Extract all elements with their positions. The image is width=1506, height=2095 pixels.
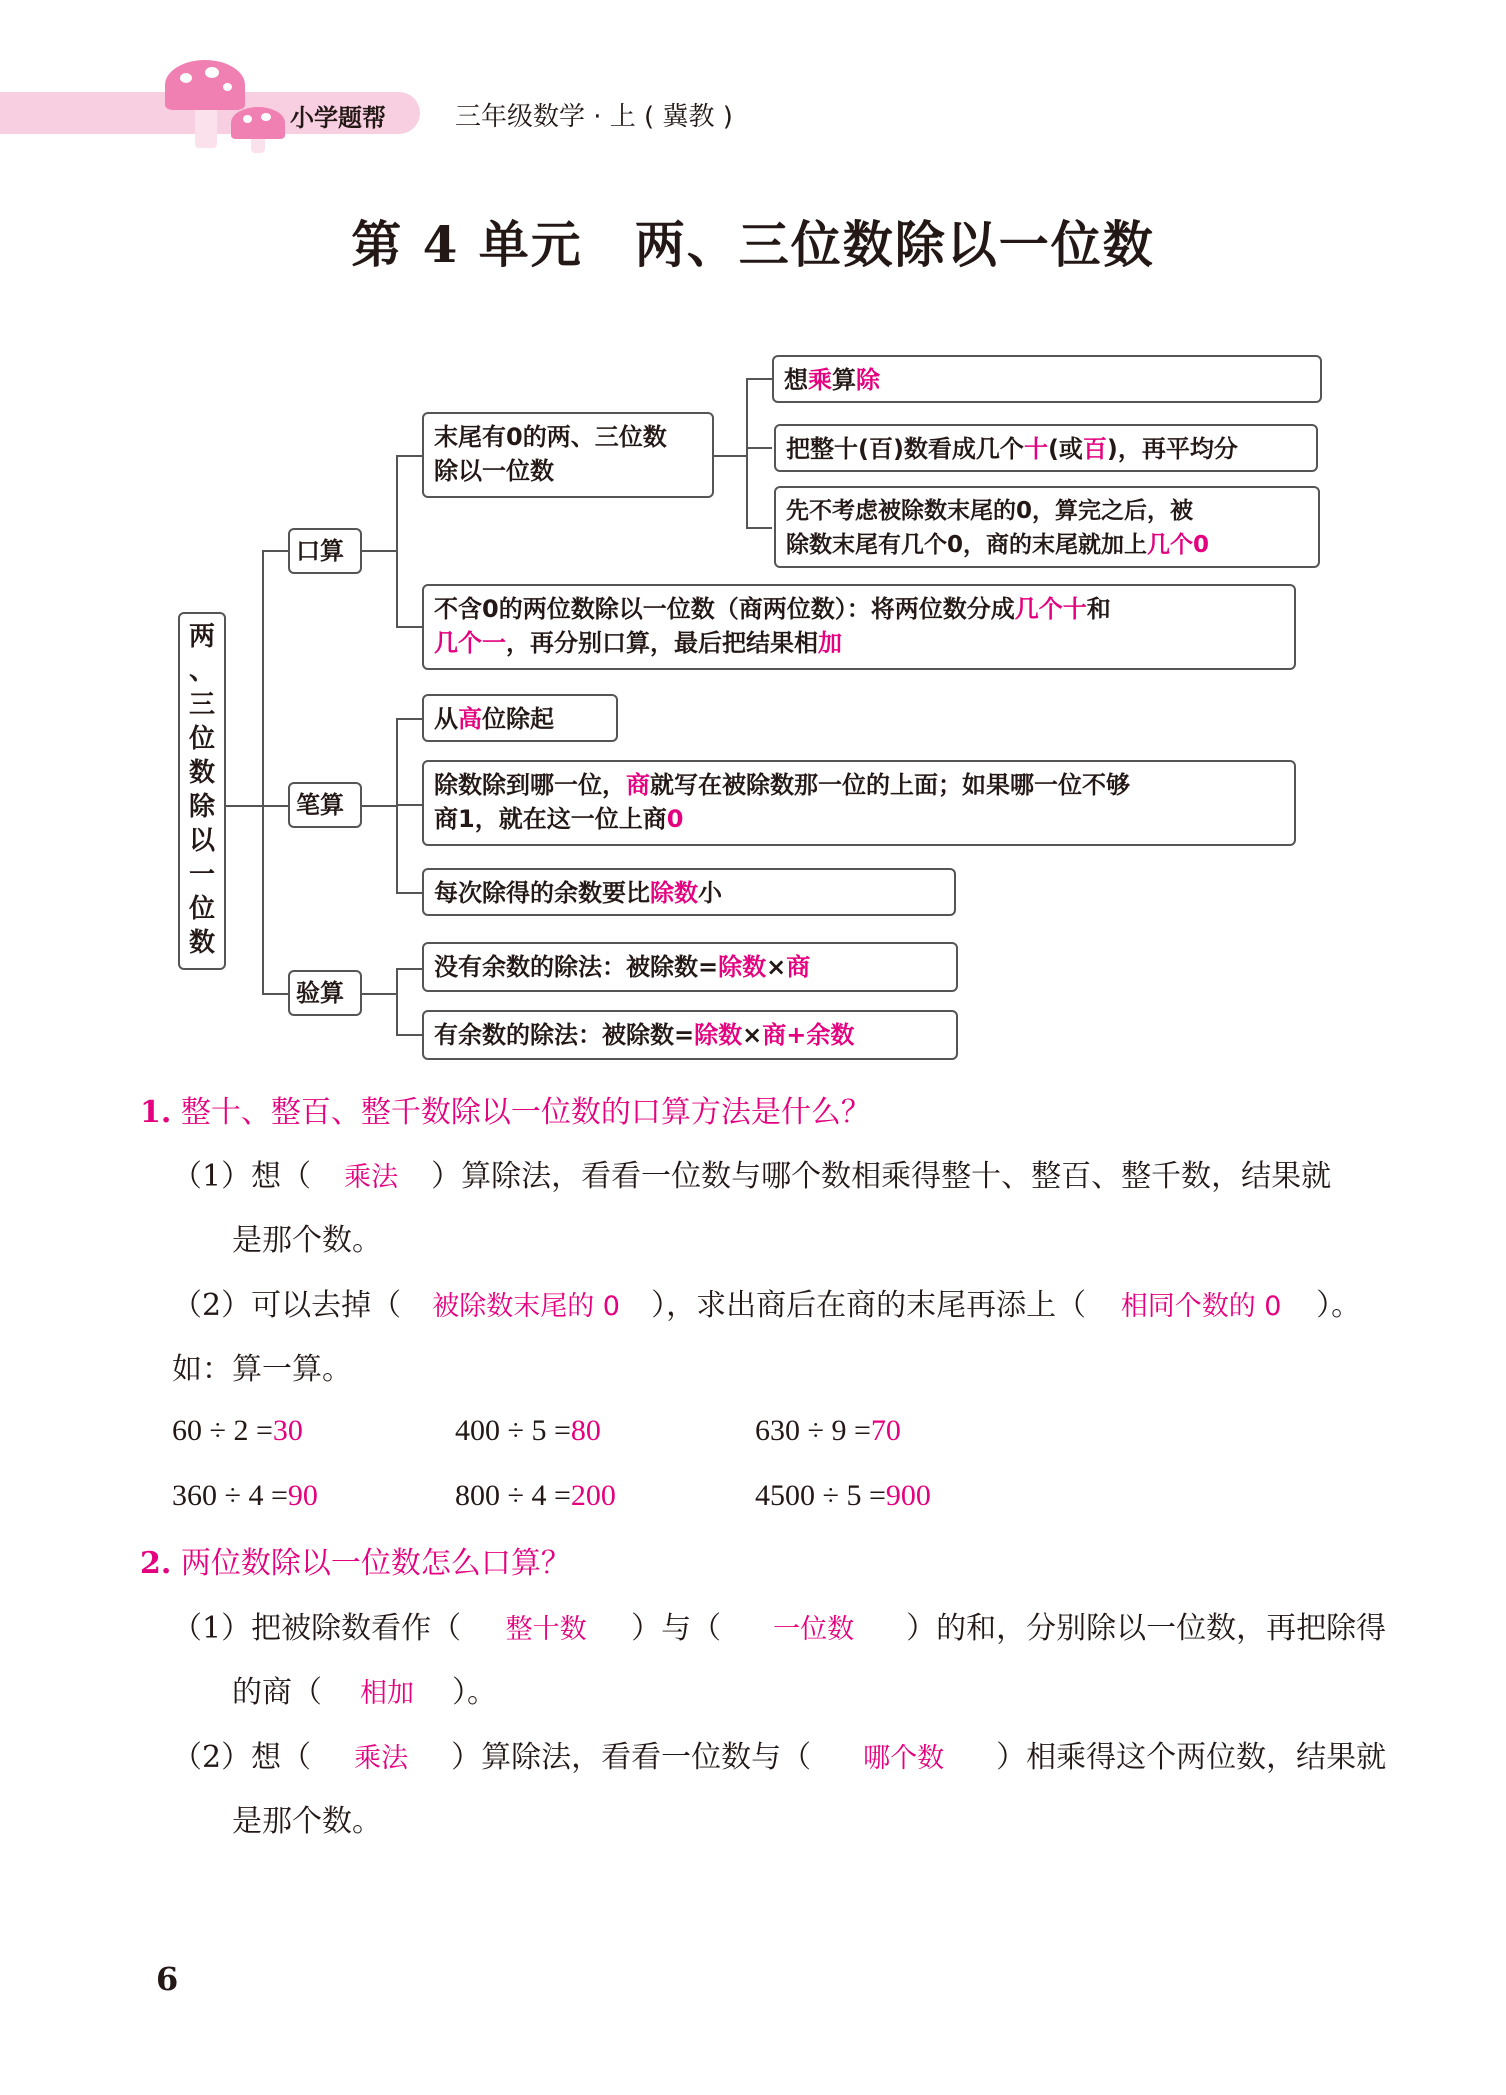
question-2-part-2-cont: 是那个数。: [232, 1804, 382, 1839]
branch-oral: 口算: [288, 528, 362, 574]
written-high-place: 从高位除起: [422, 694, 618, 742]
question-2-part-1: （1）把被除数看作（ 整十数 ）与（ 一位数 ）的和，分别除以一位数，再把除得: [172, 1611, 1387, 1646]
unit-title: 第 4 单元 两、三位数除以一位数: [351, 215, 1155, 274]
example-label: 如：算一算。: [172, 1352, 352, 1387]
connector: [714, 455, 746, 457]
connector: [262, 805, 288, 807]
oral-method-remove-zeros: 先不考虑被除数末尾的0，算完之后，被 除数末尾有几个0，商的末尾就加上几个0: [774, 486, 1320, 568]
question-2-part-1-cont: 的商（ 相加 ）。: [232, 1675, 497, 1710]
connector: [396, 1034, 422, 1036]
written-remainder-rule: 每次除得的余数要比除数小: [422, 868, 956, 916]
connector: [362, 805, 396, 807]
calc-item: 360 ÷ 4 =90: [172, 1479, 318, 1512]
oral-method-multiply: 想乘算除: [772, 355, 1322, 403]
connector: [396, 626, 422, 628]
connector: [262, 550, 288, 552]
connector: [362, 993, 396, 995]
connector: [396, 804, 422, 806]
calc-item: 60 ÷ 2 =30: [172, 1414, 303, 1447]
connector: [226, 805, 262, 807]
connector: [746, 378, 772, 380]
check-no-remainder: 没有余数的除法：被除数=除数×商: [422, 942, 958, 992]
connector: [362, 550, 396, 552]
connector: [396, 968, 398, 1035]
book-title: 三年级数学 · 上 ( 冀教 ): [455, 102, 733, 132]
branch-check: 验算: [288, 970, 362, 1016]
connector: [746, 447, 772, 449]
calc-item: 4500 ÷ 5 =900: [755, 1479, 931, 1512]
connector: [396, 892, 422, 894]
question-1-part-1: （1）想（ 乘法 ）算除法，看看一位数与哪个数相乘得整十、整百、整千数，结果就: [172, 1159, 1332, 1194]
question-2-title: 2. 两位数除以一位数怎么口算？: [140, 1546, 571, 1581]
written-quotient-position: 除数除到哪一位，商就写在被除数那一位的上面；如果哪一位不够 商1，就在这一位上商0: [422, 760, 1296, 846]
oral-zero-ending: 末尾有0的两、三位数 除以一位数: [422, 412, 714, 498]
question-1-part-2: （2）可以去掉（ 被除数末尾的 0 ），求出商后在商的末尾再添上（ 相同个数的 0 ）。: [172, 1288, 1362, 1323]
calc-item: 400 ÷ 5 =80: [455, 1414, 601, 1447]
connector: [396, 968, 422, 970]
mindmap-root: 两 、 三 位 数 除 以 一 位 数: [178, 612, 226, 970]
question-1-part-1-cont: 是那个数。: [232, 1223, 382, 1258]
connector: [262, 993, 288, 995]
connector: [746, 527, 772, 529]
connector: [396, 718, 422, 720]
calc-item: 800 ÷ 4 =200: [455, 1479, 616, 1512]
question-2-part-2: （2）想（ 乘法 ）算除法，看看一位数与（ 哪个数 ）相乘得这个两位数，结果就: [172, 1740, 1387, 1775]
question-1-title: 1. 整十、整百、整千数除以一位数的口算方法是什么？: [140, 1095, 871, 1130]
connector: [396, 455, 422, 457]
connector: [262, 550, 264, 993]
page-number: 6: [156, 1960, 179, 1998]
brand-label: 小学题帮: [290, 104, 386, 132]
calc-item: 630 ÷ 9 =70: [755, 1414, 901, 1447]
connector: [396, 455, 398, 627]
mushroom-logo-icon: [165, 55, 285, 150]
connector: [746, 378, 748, 528]
check-with-remainder: 有余数的除法：被除数=除数×商+余数: [422, 1010, 958, 1060]
branch-written: 笔算: [288, 782, 362, 828]
oral-no-zero: 不含0的两位数除以一位数（商两位数）：将两位数分成几个十和 几个一，再分别口算，最后把结果相加: [422, 584, 1296, 670]
oral-method-tens: 把整十(百)数看成几个十(或百)，再平均分: [774, 424, 1318, 472]
